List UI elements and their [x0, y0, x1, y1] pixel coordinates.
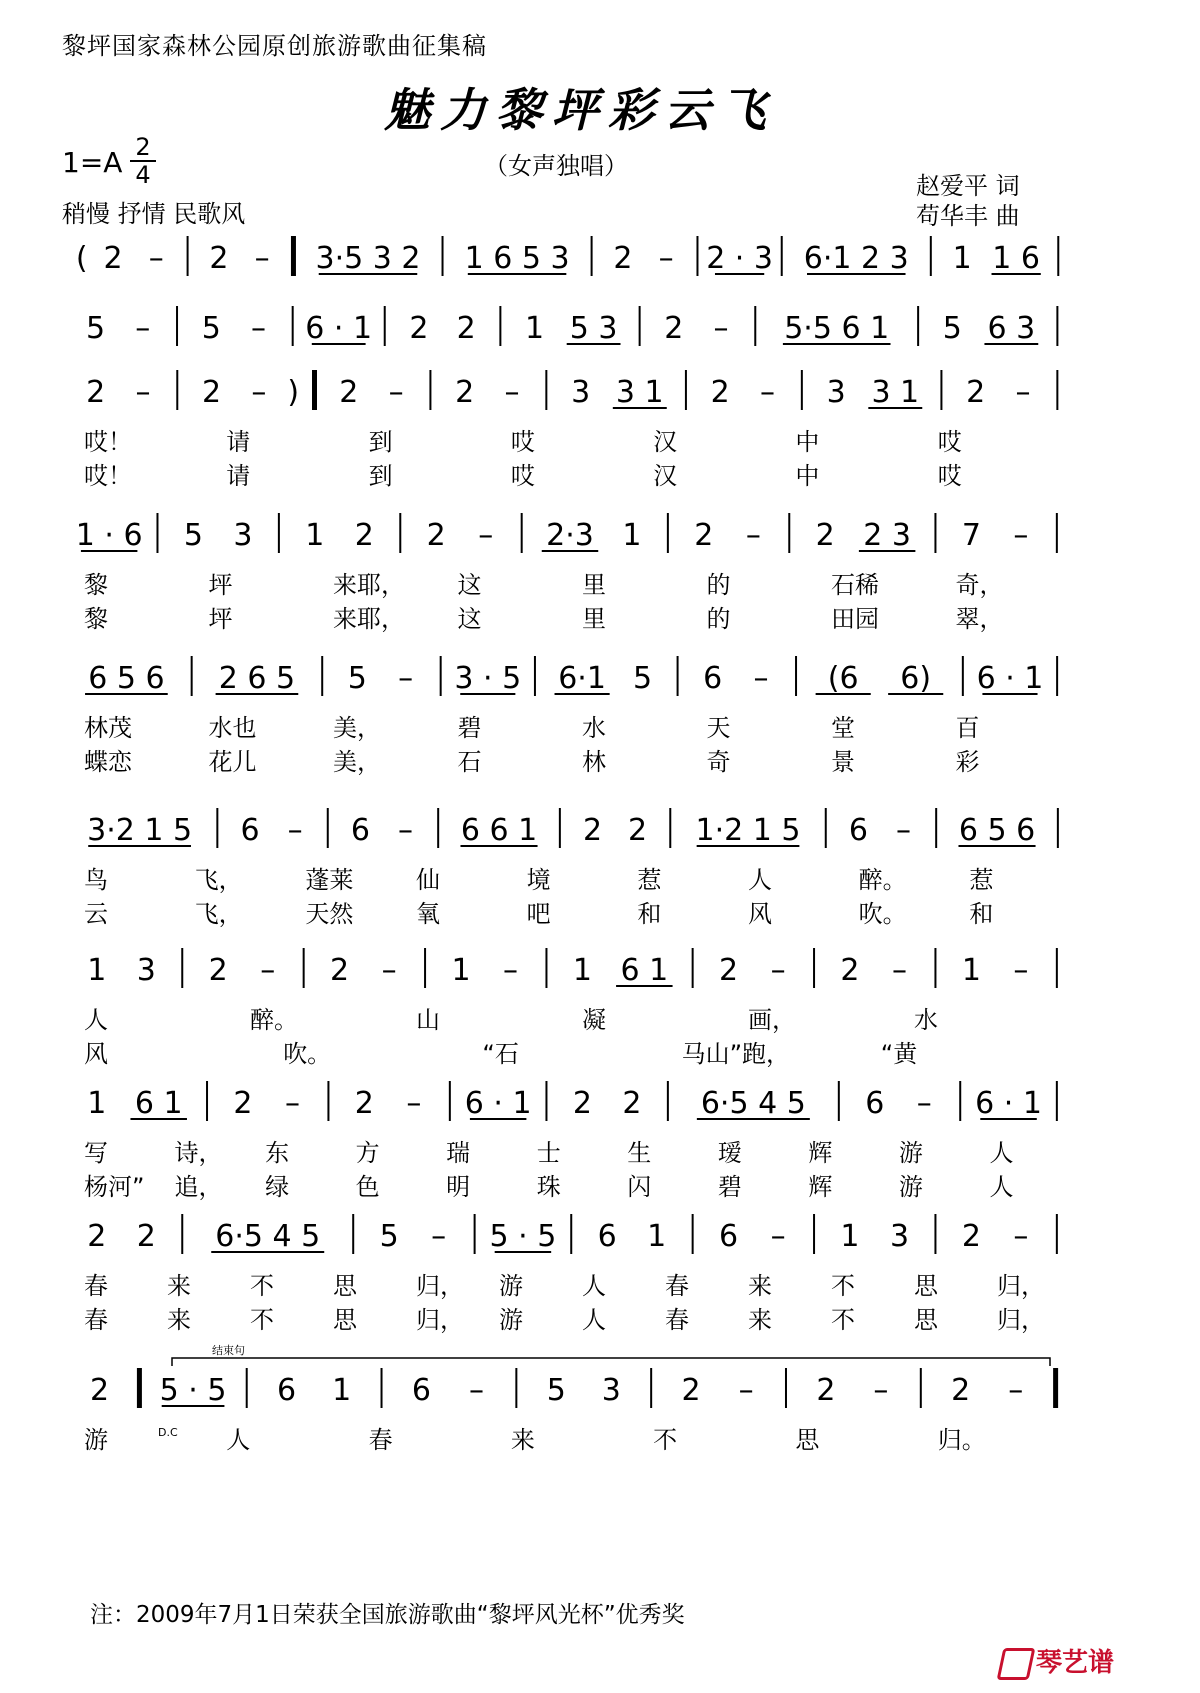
note-group: 3	[233, 518, 253, 553]
lyric-syllable: 人	[748, 866, 772, 894]
lyric-syllable: 不	[653, 1426, 678, 1454]
lyric-syllable: 汉	[653, 462, 678, 490]
lyric-syllable: 不	[831, 1306, 855, 1334]
note-group: 3	[826, 375, 846, 410]
note-group: 3	[889, 1219, 910, 1254]
note-group: 6·5 4 5	[215, 1219, 321, 1254]
lyric-syllable: 水	[914, 1006, 938, 1034]
lyric-syllable: 到	[368, 462, 393, 490]
note-group: –	[504, 375, 520, 410]
note-group: –	[1013, 953, 1029, 988]
note-group: 2	[89, 1373, 110, 1408]
note-group: –	[892, 953, 908, 988]
note-group: 1	[305, 518, 325, 553]
lyric-syllable: 林茂	[84, 714, 132, 742]
note-group: 6 5 6	[958, 813, 1036, 848]
note-group: –	[1013, 518, 1029, 553]
note-group: 2	[354, 1086, 374, 1121]
lyric-syllable: 哎	[510, 428, 535, 456]
lyric-syllable: 来	[748, 1306, 772, 1334]
lyric-syllable: 惹	[637, 866, 662, 894]
note-group: 6 6 1	[460, 813, 538, 848]
lyric-syllable: 翠，	[955, 605, 1004, 633]
lyric-syllable: 堂	[831, 714, 855, 742]
lyric-syllable: 黎	[84, 571, 108, 599]
lyric-syllable: 马山”跑，	[681, 1040, 791, 1068]
note-group: 3 1	[871, 375, 920, 410]
lyric-syllable: 的	[706, 571, 731, 599]
note-group: 6	[411, 1373, 431, 1408]
note-group: 2	[87, 1219, 107, 1254]
lyric-syllable: 氧	[416, 900, 440, 928]
note-group: 1 6 5 3	[464, 241, 570, 276]
lyric-syllable: 春	[665, 1272, 689, 1300]
lyric-syllable: 的	[706, 605, 731, 633]
note-group: 2	[622, 1086, 642, 1121]
note-group: –	[260, 953, 276, 988]
lyric-syllable: 林	[582, 748, 606, 776]
note-group: 1	[952, 241, 972, 276]
note-group: 5	[546, 1373, 566, 1408]
lyric-syllable: 春	[665, 1306, 689, 1334]
note-group: 2	[426, 518, 446, 553]
lyric-syllable: 云	[84, 900, 108, 928]
lyric-syllable: 到	[368, 428, 393, 456]
note-group: 6 3	[987, 311, 1036, 346]
note-group: 2 · 3	[706, 241, 773, 276]
lyric-syllable: 风	[84, 1040, 108, 1068]
lyric-syllable: 里	[582, 605, 606, 633]
note-group: 2	[815, 518, 835, 553]
note-group: 2	[664, 311, 684, 346]
note-group: 1	[332, 1373, 352, 1408]
ending-bracket	[172, 1358, 1050, 1366]
lyric-syllable: 景	[831, 748, 855, 776]
note-group: 6	[719, 1219, 739, 1254]
composer-credit: 苟华丰 曲	[916, 202, 1020, 230]
lyric-syllable: 归，	[997, 1306, 1045, 1334]
note-group: 2	[628, 813, 648, 848]
note-group: 5	[347, 661, 367, 696]
lyric-syllable: 游	[84, 1426, 108, 1454]
note-group: 2·3	[546, 518, 594, 553]
lyric-syllable: 游	[898, 1139, 923, 1167]
note-group: 2	[961, 1219, 981, 1254]
note-group: 6·1 2 3	[803, 241, 909, 276]
note-group: –	[658, 241, 674, 276]
note-group: –	[738, 1373, 754, 1408]
note-group: 5·5 6 1	[784, 311, 890, 346]
lyric-syllable: 请	[226, 462, 251, 490]
lyric-syllable: 哎	[510, 462, 535, 490]
lyric-syllable: 来耶，	[333, 571, 405, 599]
note-group: 1 · 6	[75, 518, 143, 553]
note-group: –	[398, 661, 414, 696]
lyric-syllable: 哎	[937, 462, 962, 490]
note-group: –	[135, 375, 151, 410]
note-group: 2	[951, 1373, 971, 1408]
note-group: )	[287, 375, 300, 410]
lyric-syllable: 碧	[717, 1173, 742, 1201]
lyric-syllable: 东	[265, 1139, 290, 1167]
note-group: 6)	[900, 661, 932, 696]
lyric-syllable: 这	[457, 571, 482, 599]
note-group: 5	[632, 661, 653, 696]
note-group: –	[770, 1219, 786, 1254]
note-group: 6 · 1	[464, 1086, 532, 1121]
lyric-syllable: 来	[167, 1272, 191, 1300]
note-group: –	[287, 813, 303, 848]
lyric-syllable: 追，	[174, 1173, 223, 1201]
note-group: 1	[525, 311, 545, 346]
note-group: 2	[710, 375, 730, 410]
logo-icon	[997, 1648, 1036, 1680]
lyric-syllable: 游	[499, 1306, 523, 1334]
lyric-syllable: 写	[84, 1139, 108, 1167]
lyric-syllable: 方	[355, 1139, 380, 1167]
note-group: 2	[233, 1086, 253, 1121]
time-bottom: 4	[130, 160, 156, 188]
lyric-syllable: “石	[482, 1040, 519, 1068]
note-group: (	[75, 241, 88, 276]
note-group: 2	[613, 241, 633, 276]
note-group: 2	[354, 518, 374, 553]
lyric-syllable: 请	[226, 428, 251, 456]
note-group: –	[254, 241, 270, 276]
note-group: 6·5 4 5	[700, 1086, 806, 1121]
note-group: 5 3	[569, 311, 618, 346]
note-group: 6 1	[134, 1086, 183, 1121]
note-group: –	[388, 375, 404, 410]
lyric-syllable: 凝	[582, 1006, 606, 1034]
lyric-syllable: 人	[989, 1173, 1014, 1201]
lyric-syllable: 游	[499, 1272, 523, 1300]
lyric-syllable: 和	[969, 900, 994, 928]
note-group: 2	[339, 375, 359, 410]
note-group: 6·1	[558, 661, 606, 696]
note-group: 6	[350, 813, 370, 848]
lyric-syllable: 辉	[808, 1139, 833, 1167]
lyric-syllable: 诗，	[174, 1139, 223, 1167]
note-group: 6 1	[620, 953, 669, 988]
dc-marking: D.C	[158, 1426, 178, 1439]
lyric-syllable: 士	[536, 1139, 561, 1167]
note-group: 2	[330, 953, 350, 988]
note-group: 3·5 3 2	[315, 241, 421, 276]
note-group: –	[135, 311, 151, 346]
note-group: 6	[848, 813, 868, 848]
note-group: 6 · 1	[976, 661, 1044, 696]
lyric-syllable: 飞，	[194, 900, 243, 928]
note-group: 6	[277, 1373, 297, 1408]
note-group: –	[753, 661, 769, 696]
note-group: 2	[681, 1373, 701, 1408]
lyric-syllable: 来	[510, 1426, 535, 1454]
header-line: 黎坪国家森林公园原创旅游歌曲征集稿	[62, 32, 487, 60]
lyric-syllable: 瑷	[717, 1139, 742, 1167]
note-group: 5	[86, 311, 106, 346]
lyric-syllable: 碧	[457, 714, 482, 742]
note-group: 1	[622, 518, 642, 553]
note-group: –	[873, 1373, 889, 1408]
lyric-syllable: 哎！	[84, 428, 132, 456]
key-label: 1=A	[62, 146, 123, 179]
lyric-syllable: 人	[226, 1426, 251, 1454]
note-group: 2	[572, 1086, 592, 1121]
lyric-syllable: 中	[795, 462, 820, 490]
note-group: 5 · 5	[489, 1219, 557, 1254]
lyric-syllable: 奇	[706, 748, 731, 776]
note-group: (6	[827, 661, 859, 696]
note-group: 3	[136, 953, 156, 988]
subtitle: （女声独唱）	[484, 152, 628, 180]
lyric-syllable: 蝶恋	[84, 748, 132, 776]
note-group: 2	[719, 953, 739, 988]
lyric-syllable: 人	[989, 1139, 1014, 1167]
lyric-syllable: 不	[250, 1306, 274, 1334]
lyric-syllable: 吧	[526, 900, 551, 928]
lyric-syllable: 绿	[265, 1173, 290, 1201]
lyric-syllable: 思	[333, 1272, 357, 1300]
note-group: 2 6 5	[218, 661, 296, 696]
note-group: –	[503, 953, 519, 988]
note-group: 2	[136, 1219, 156, 1254]
lyric-syllable: 境	[526, 866, 551, 894]
note-group: 3·2 1 5	[87, 813, 193, 848]
lyric-syllable: 来	[167, 1306, 191, 1334]
note-group: –	[1013, 1219, 1029, 1254]
note-group: 2	[103, 241, 123, 276]
lyric-syllable: 坪	[208, 605, 233, 633]
note-group: –	[916, 1086, 932, 1121]
lyric-syllable: 思	[914, 1272, 938, 1300]
lyric-syllable: 美，	[333, 748, 381, 776]
note-group: 2	[966, 375, 986, 410]
lyric-syllable: 闪	[627, 1173, 652, 1201]
note-group: 6	[240, 813, 260, 848]
lyric-syllable: 山	[416, 1006, 440, 1034]
note-group: 6 · 1	[975, 1086, 1042, 1121]
note-group: 5 · 5	[159, 1373, 227, 1408]
note-group: –	[760, 375, 776, 410]
note-group: 2	[202, 375, 222, 410]
note-group: –	[896, 813, 912, 848]
lyric-syllable: 天	[706, 714, 731, 742]
lyric-syllable: 生	[627, 1139, 652, 1167]
lyric-syllable: 吹。	[283, 1040, 332, 1068]
note-group: 2	[86, 375, 106, 410]
lyric-syllable: 明	[446, 1173, 471, 1201]
note-group: –	[406, 1086, 422, 1121]
note-group: 2	[694, 518, 714, 553]
lyric-syllable: 里	[582, 571, 606, 599]
note-group: 7	[961, 518, 981, 553]
note-group: –	[250, 311, 266, 346]
note-group: 1·2 1 5	[695, 813, 801, 848]
lyric-syllable: 水也	[208, 714, 257, 742]
lyric-syllable: 中	[795, 428, 820, 456]
note-group: –	[1015, 375, 1031, 410]
lyric-syllable: 归，	[997, 1272, 1045, 1300]
lyric-syllable: 哎！	[84, 462, 132, 490]
lyric-syllable: 辉	[808, 1173, 833, 1201]
note-group: 2	[455, 375, 475, 410]
lyric-syllable: 人	[84, 1006, 108, 1034]
lyric-syllable: 春	[84, 1272, 108, 1300]
note-group: –	[713, 311, 729, 346]
note-group: 6	[597, 1219, 617, 1254]
lyric-syllable: 惹	[969, 866, 994, 894]
lyric-syllable: 游	[898, 1173, 923, 1201]
note-group: 2	[816, 1373, 836, 1408]
note-group: 2	[409, 311, 429, 346]
lyric-syllable: 杨河”	[84, 1173, 145, 1201]
lyric-syllable: 归，	[416, 1306, 464, 1334]
lyric-syllable: 美，	[333, 714, 381, 742]
note-group: 2	[456, 311, 476, 346]
lyric-syllable: 奇，	[955, 571, 1004, 599]
lyric-syllable: 蓬莱	[305, 866, 354, 894]
lyric-syllable: 归。	[937, 1426, 986, 1454]
lyric-syllable: 石	[457, 748, 482, 776]
lyric-syllable: 春	[84, 1306, 108, 1334]
note-group: 1	[87, 953, 107, 988]
lyric-syllable: 天然	[305, 900, 354, 928]
note-group: –	[478, 518, 494, 553]
lyric-syllable: 黎	[84, 605, 108, 633]
watermark-text: 琴艺谱	[1036, 1648, 1115, 1678]
lyric-syllable: 仙	[416, 866, 440, 894]
lyric-syllable: 花儿	[208, 748, 257, 776]
note-group: 3 · 5	[454, 661, 522, 696]
note-group: 2	[209, 241, 229, 276]
note-group: 3	[571, 375, 591, 410]
note-group: 1	[961, 953, 981, 988]
note-group: –	[285, 1086, 301, 1121]
lyric-syllable: 不	[250, 1272, 274, 1300]
tempo-marking: 稍慢 抒情 民歌风	[62, 200, 246, 228]
lyric-syllable: 醉。	[858, 866, 907, 894]
lyric-syllable: 飞，	[194, 866, 243, 894]
lyric-syllable: 画，	[748, 1006, 796, 1034]
lyric-syllable: 百	[955, 714, 980, 742]
lyric-syllable: 珠	[536, 1173, 561, 1201]
note-group: 1	[572, 953, 592, 988]
footnote: 注：2009年7月1日荣获全国旅游歌曲“黎坪风光杯”优秀奖	[90, 1602, 685, 1628]
note-group: 2 3	[863, 518, 911, 553]
note-group: 1	[451, 953, 471, 988]
lyric-syllable: 石稀	[831, 571, 879, 599]
lyric-syllable: 哎	[937, 428, 962, 456]
lyric-syllable: 不	[831, 1272, 855, 1300]
note-group: 1	[87, 1086, 107, 1121]
note-group: 1	[840, 1219, 860, 1254]
note-group: 5	[183, 518, 203, 553]
lyric-syllable: 风	[748, 900, 772, 928]
note-group: 3	[601, 1373, 621, 1408]
lyric-syllable: 思	[914, 1306, 938, 1334]
note-group: –	[148, 241, 164, 276]
lyric-syllable: 归，	[416, 1272, 464, 1300]
lyric-syllable: 彩	[955, 748, 980, 776]
lyric-syllable: 鸟	[84, 866, 108, 894]
lyric-syllable: 思	[795, 1426, 820, 1454]
note-group: –	[745, 518, 761, 553]
note-group: 2	[208, 953, 228, 988]
note-group: –	[1008, 1373, 1024, 1408]
ending-label: 结束句	[212, 1344, 245, 1357]
watermark-logo	[1000, 1642, 1114, 1680]
lyric-syllable: 来耶，	[333, 605, 405, 633]
lyric-syllable: 坪	[208, 571, 233, 599]
lyricist-credit: 赵爱平 词	[916, 172, 1020, 200]
note-group: 2	[582, 813, 603, 848]
note-group: –	[251, 375, 267, 410]
note-group: –	[468, 1373, 484, 1408]
lyric-syllable: 色	[355, 1173, 380, 1201]
lyric-syllable: 春	[368, 1426, 393, 1454]
lyric-syllable: 思	[333, 1306, 357, 1334]
time-top: 2	[135, 133, 151, 161]
lyric-syllable: 来	[748, 1272, 772, 1300]
note-group: 5	[201, 311, 221, 346]
lyric-syllable: 和	[637, 900, 662, 928]
song-title: 魅力黎坪彩云飞	[384, 83, 776, 137]
note-group: 1	[647, 1219, 667, 1254]
lyric-syllable: 吹。	[858, 900, 907, 928]
note-group: 6	[865, 1086, 885, 1121]
note-group: –	[431, 1219, 447, 1254]
lyric-syllable: 水	[582, 714, 606, 742]
lyric-syllable: 田园	[831, 605, 879, 633]
note-group: –	[398, 813, 414, 848]
lyric-syllable: 人	[582, 1306, 606, 1334]
note-group: 3 1	[615, 375, 664, 410]
lyric-syllable: 这	[457, 605, 482, 633]
note-group: 6 · 1	[305, 311, 373, 346]
lyric-syllable: 醉。	[250, 1006, 298, 1034]
note-group: –	[770, 953, 786, 988]
note-group: 6 5 6	[88, 661, 165, 696]
note-group: 5	[942, 311, 962, 346]
lyric-syllable: 汉	[653, 428, 678, 456]
note-group: 6	[703, 661, 723, 696]
note-group: 1 6	[992, 241, 1041, 276]
note-group: 5	[379, 1219, 399, 1254]
lyric-syllable: 瑞	[446, 1139, 471, 1167]
note-group: –	[381, 953, 397, 988]
lyric-syllable: 人	[582, 1272, 606, 1300]
note-group: 2	[840, 953, 860, 988]
lyric-syllable: “黄	[880, 1040, 918, 1068]
